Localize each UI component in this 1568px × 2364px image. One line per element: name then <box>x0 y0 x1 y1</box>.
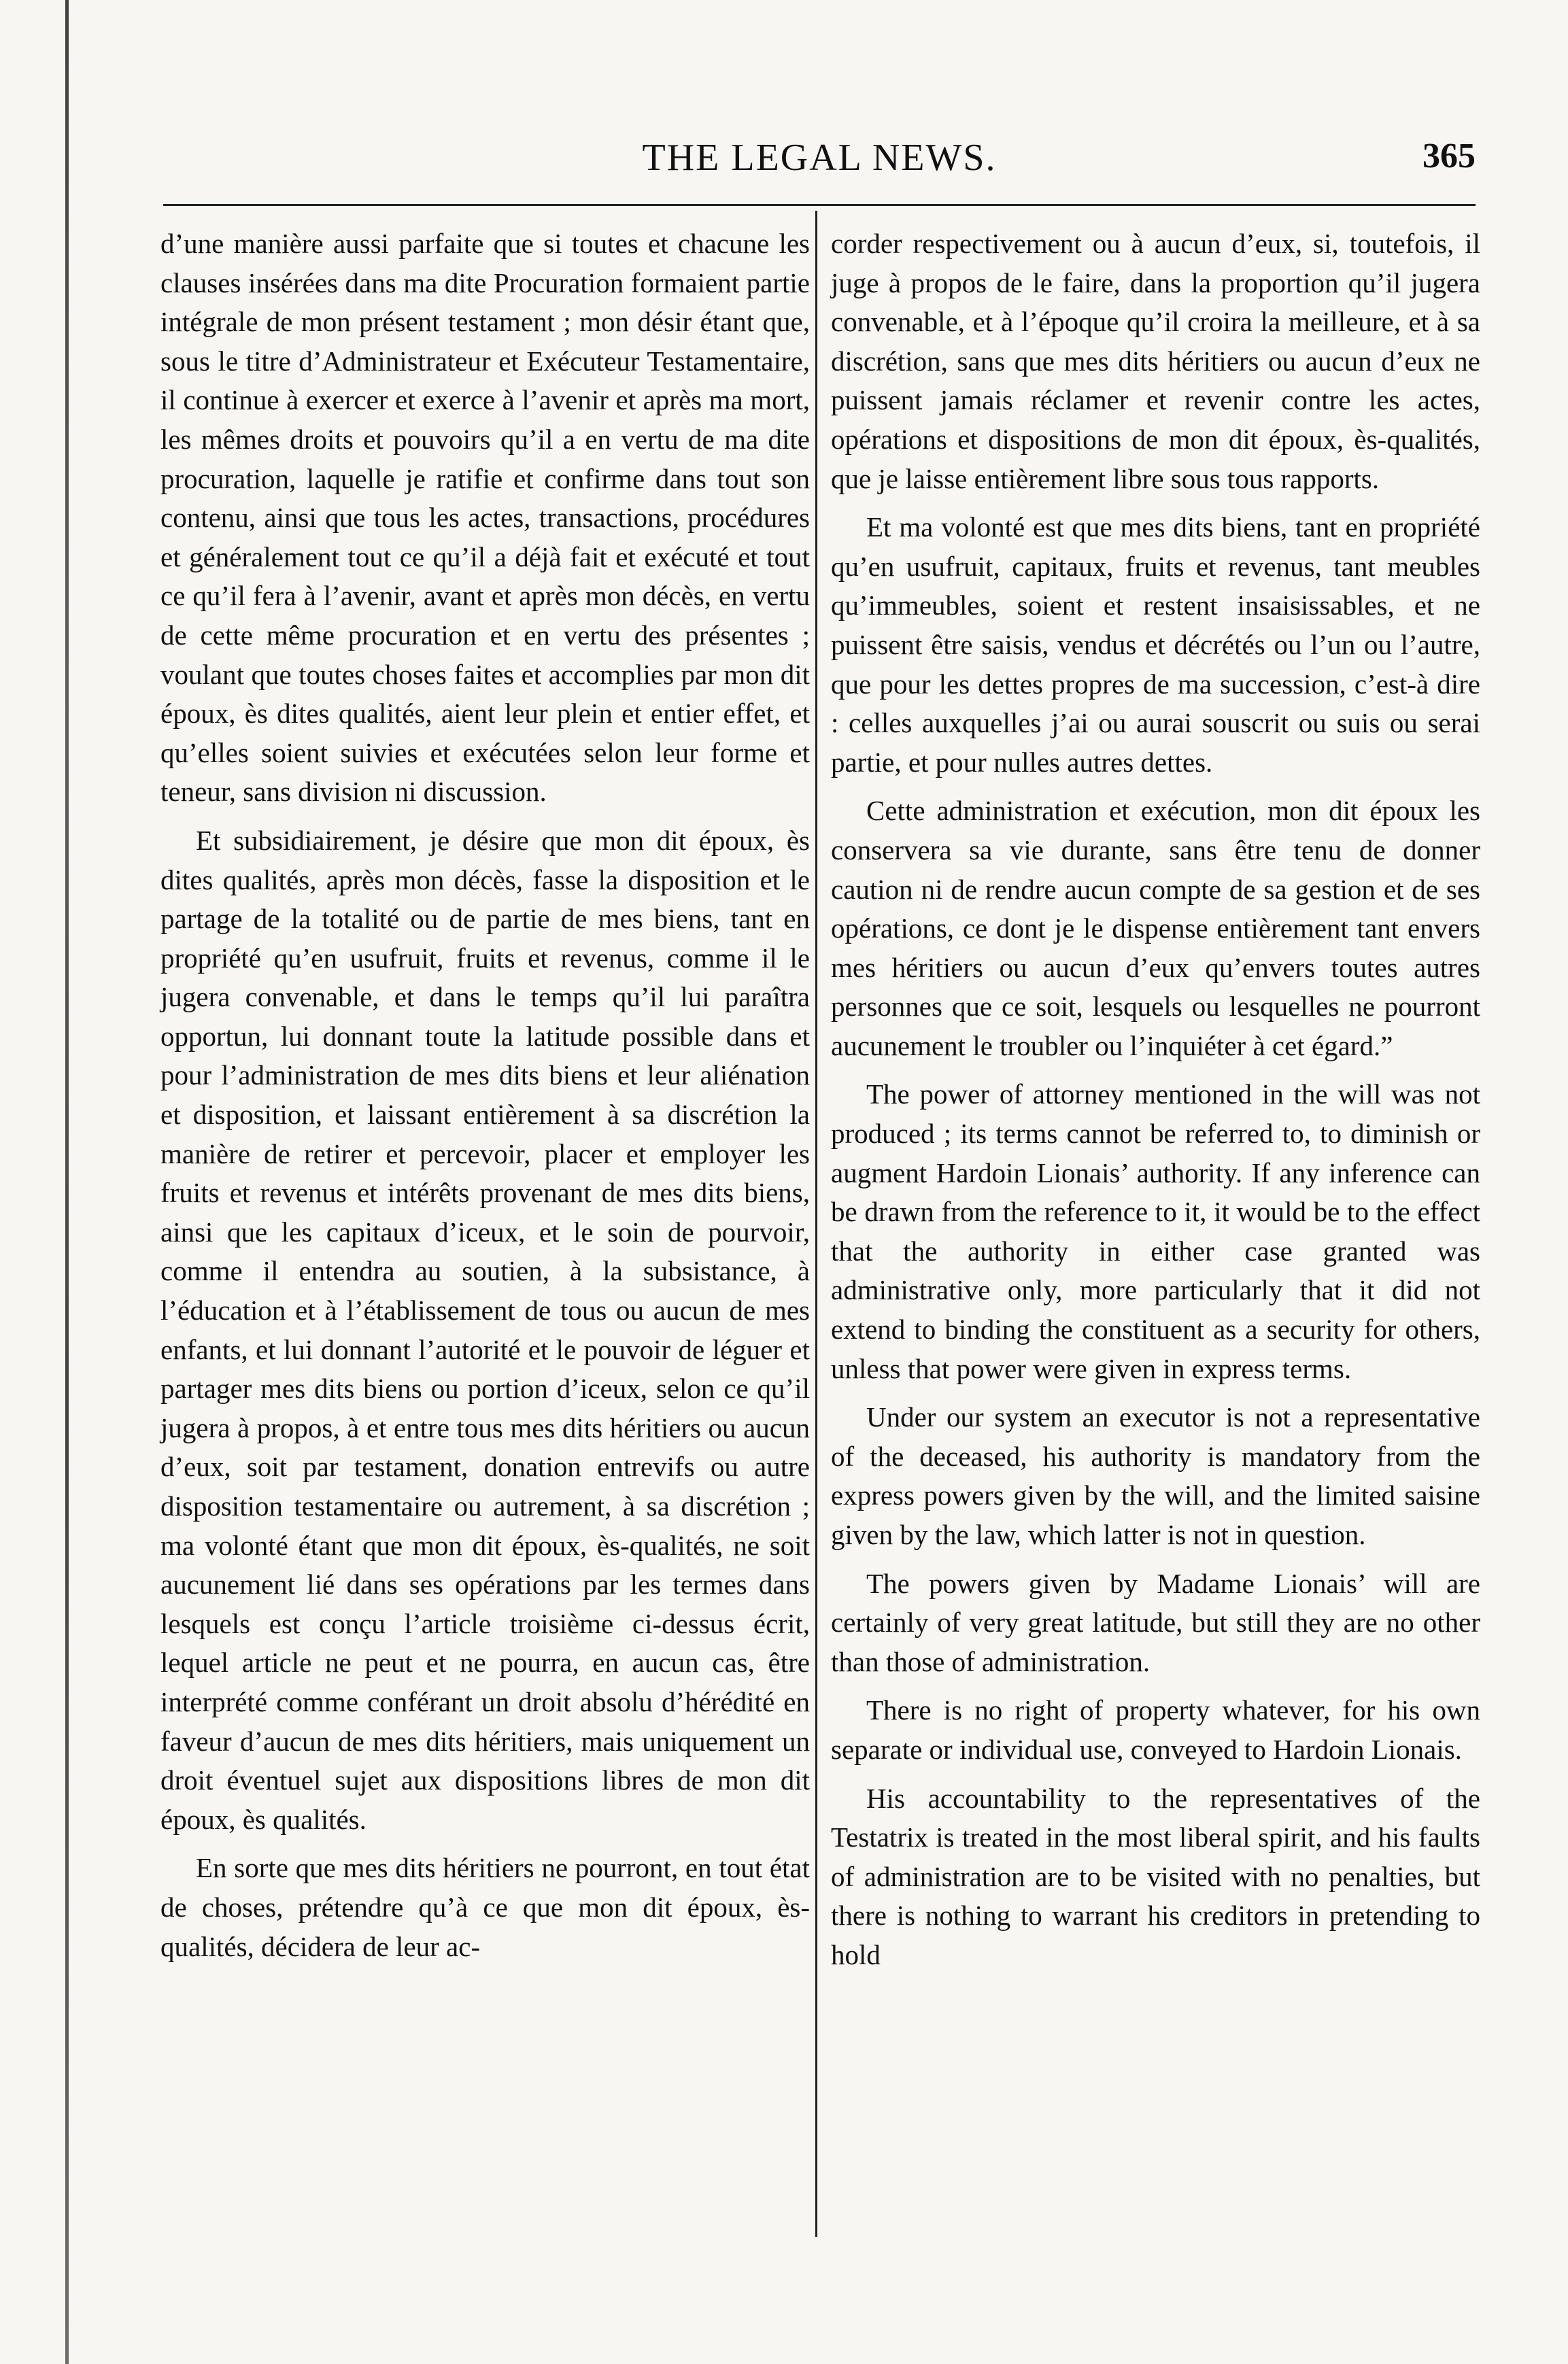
left-column <box>160 224 810 1976</box>
paragraph: Et subsidiairement, je désire que mon dit époux, ès dites qualités, après mon décès, fasse la disposition et le partage de la totalité ou de partie de mes biens, tant en propriété qu’en usufruit, fruits et revenus, comme il le jugera convenable, et dans le temps qu’il lui paraîtra opportun, lui donnant toute la latitude possible dans et pour l’administration de mes dits biens et leur aliénation et disposition, et laissant entièrement à sa discrétion la manière de retirer et percevoir, placer et employer les fruits et revenus et intérêts provenant de mes dits biens, ainsi que les capitaux d’iceux, et le soin de pourvoir, comme il entendra au soutien, à la subsistance, à l’éducation et à l’établissement de tous ou aucun de mes enfants, et lui donnant l’autorité et le pouvoir de léguer et partager mes dits biens ou portion d’iceux, selon ce qu’il jugera à propos, à et entre tous mes dits héritiers ou aucun d’eux, soit par testament, donation entrevifs ou autre disposition testamentaire ou autrement, à sa discrétion ; ma volonté étant que mon dit époux, ès-qualités, ne soit aucunement lié dans ses opérations par les termes dans lesquels est conçu l’article troisième ci-dessus écrit, lequel article ne peut et ne pourra, en aucun cas, être interprété comme conférant un droit absolu d’hérédité en faveur d’aucun de mes dits héritiers, mais uniquement un droit éventuel sujet aux dispositions libres de mon dit époux, ès qualités. <box>160 824 810 1835</box>
right-column <box>831 224 1480 1985</box>
paragraph: Under our system an executor is not a representative of the deceased, his authority is mandatory from the express powers given by the will, and the limited saisine given by the law, which latter is not in question. <box>831 1401 1480 1550</box>
page-header <box>163 136 1476 184</box>
paragraph: His accountability to the representatives of the Testatrix is treated in the most liberal spirit, and his faults of administration are to be visited with no penalties, but there is nothing to warrant his creditors in pretending to hold <box>831 1782 1480 1970</box>
paragraph: The power of attorney mentioned in the will was not produced ; its terms cannot be referred to, to diminish or augment Hardoin Lionais’ authority. If any inference can be drawn from the reference to it, it would be to the effect that the authority in either case granted was administrative only, more particularly that it did not extend to binding the constituent as a security for others, unless that power were given in express terms. <box>831 1078 1480 1384</box>
paragraph: d’une manière aussi parfaite que si toutes et chacune les clauses insérées dans ma dite Procuration formaient partie intégrale de mon présent testament ; mon désir étant que, sous le titre d’Administrateur et Exécuteur Testamentaire, il continue à exercer et exerce à l’avenir et après ma mort, les mêmes droits et pouvoirs qu’il a en vertu de ma dite procuration, laquelle je ratifie et confirme dans tout son contenu, ainsi que tous les actes, transactions, procédures et généralement tout ce qu’il a déjà fait et exécuté et tout ce qu’il fera à l’avenir, avant et après mon décès, en vertu de cette même procuration et en vertu des présentes ; voulant que toutes choses faites et accomplies par mon dit époux, ès dites qualités, aient leur plein et entier effet, et qu’elles soient suivies et exécutées selon leur forme et teneur, sans division ni discussion. <box>160 228 810 808</box>
page-number: 365 <box>1422 137 1476 175</box>
paragraph: corder respectivement ou à aucun d’eux, si, toutefois, il juge à propos de le faire, dans la proportion qu’il jugera convenable, et à l’époque qu’il croira la meilleure, et à sa discrétion, sans que mes dits héritiers ou aucun d’eux ne puissent jamais réclamer et revenir contre les actes, opérations et dispositions de mon dit époux, ès-qualités, que je laisse entièrement libre sous tous rapports. <box>831 228 1480 494</box>
running-title: THE LEGAL NEWS. <box>642 137 997 179</box>
header-rule <box>163 204 1476 206</box>
binding-edge-line <box>65 0 69 2364</box>
paragraph: Et ma volonté est que mes dits biens, tant en propriété qu’en usufruit, capitaux, fruits et revenus, tant meubles qu’immeubles, soient et restent insaisissables, et ne puissent être saisis, vendus et décrétés ou l’un ou l’autre, que pour les dettes propres de ma succession, c’est-à dire : celles auxquelles j’ai ou aurai souscrit ou suis ou serai partie, et pour nulles autres dettes. <box>831 511 1480 778</box>
paragraph: En sorte que mes dits héritiers ne pourront, en tout état de choses, prétendre qu’à ce que mon dit époux, ès-qualités, décidera de leur ac- <box>160 1852 810 1962</box>
paragraph: The powers given by Madame Lionais’ will are certainly of very great latitude, but still they are no other than those of administration. <box>831 1567 1480 1677</box>
paragraph: There is no right of property whatever, for his own separate or individual use, conveyed to Hardoin Lionais. <box>831 1694 1480 1765</box>
paragraph: Cette administration et exécution, mon dit époux les conservera sa vie durante, sans être tenu de donner caution ni de rendre aucun compte de sa gestion et de ses opérations, ce dont je le dispense entièrement tant envers mes héritiers ou aucun d’eux qu’envers toutes autres personnes que ce soit, lesquels ou lesquelles ne pourront aucunement le troubler ou l’inquiéter à cet égard.” <box>831 795 1480 1061</box>
column-divider <box>815 211 817 2237</box>
